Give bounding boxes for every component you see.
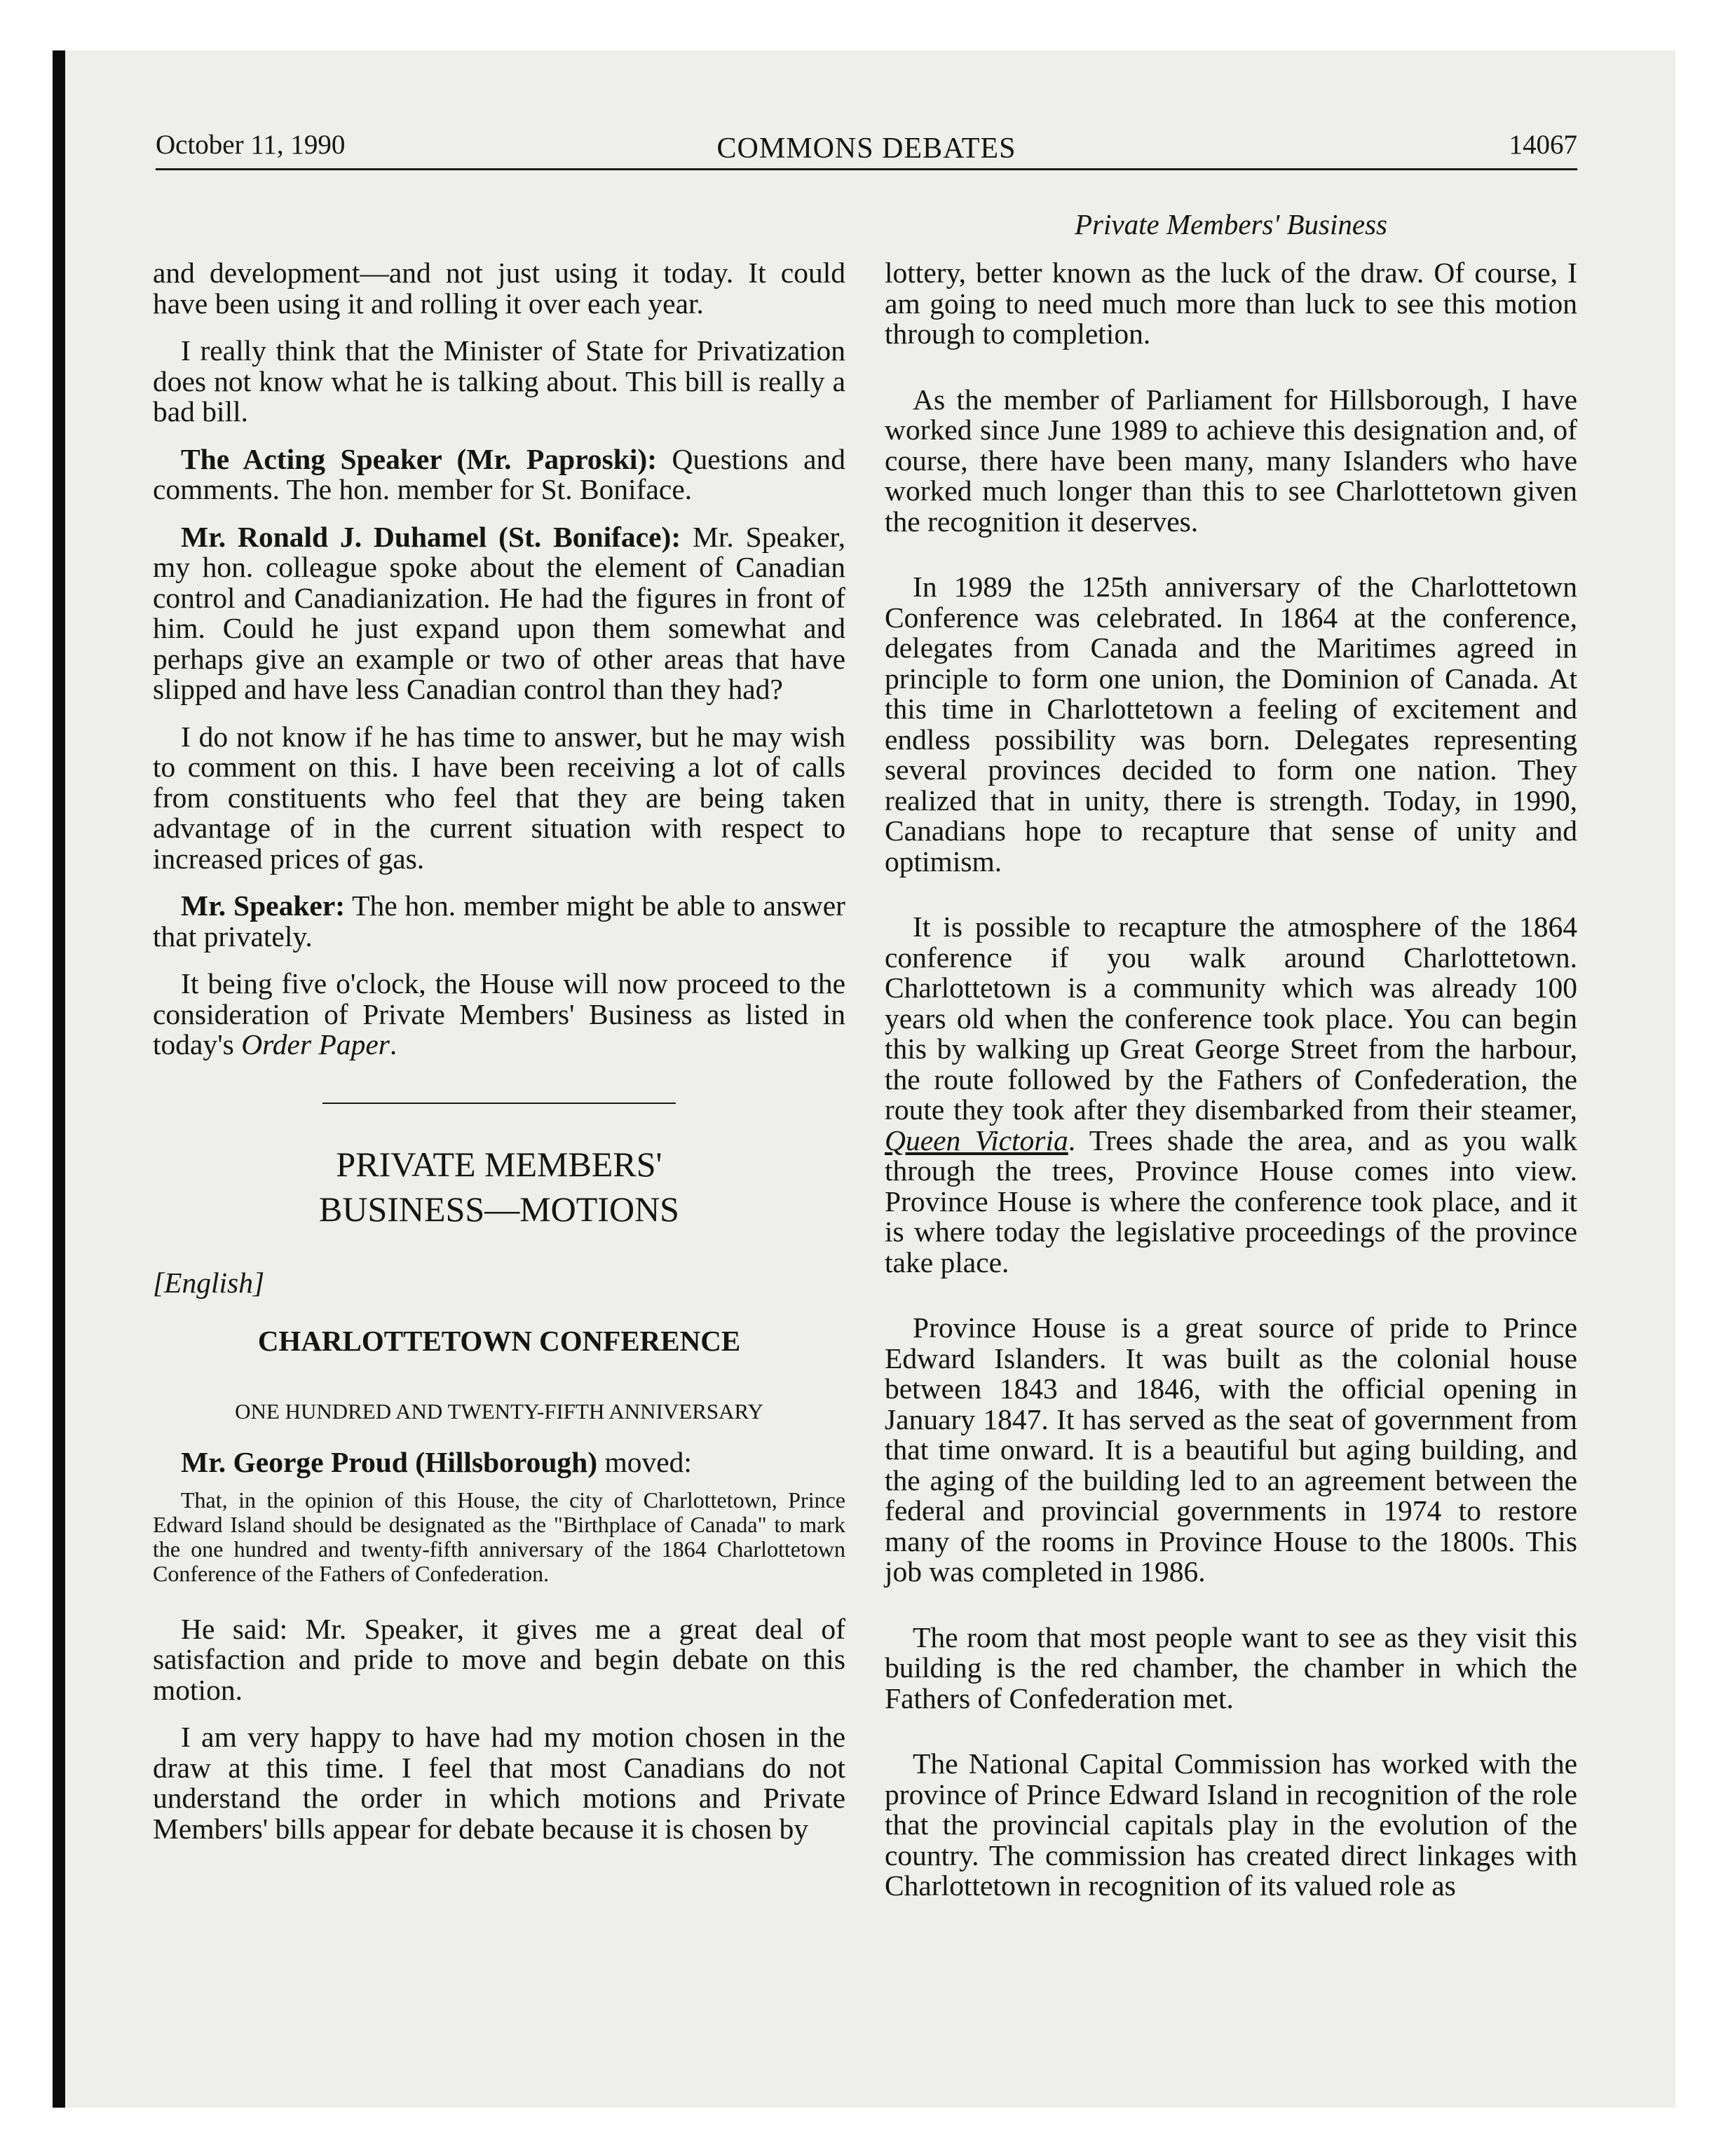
speech-text: . Trees shade the area, and as you walk through the trees, Province House comes into view. Province House is where the conference took place, and it is where today the legislative proceedings of the province take place. <box>885 1124 1577 1278</box>
header-publication: COMMONS DEBATES <box>716 132 1016 165</box>
mover-text: moved: <box>597 1446 692 1478</box>
speaker-name: Mr. Speaker: <box>181 889 346 922</box>
right-paragraph-4 <box>885 912 1577 1278</box>
motions-heading <box>153 1142 845 1231</box>
left-paragraph-6 <box>153 891 845 952</box>
right-paragraph-2: As the member of Parliament for Hillsborough, I have worked since June 1989 to achieve this designation and, of course, there have been many, many Islanders who have worked much longer than this to see Charlottetown given the recognition it deserves. <box>885 383 1577 538</box>
motions-heading-line-1: PRIVATE MEMBERS' <box>336 1144 662 1184</box>
left-paragraph-2: I really think that the Minister of State for Privatization does not know what he is talking about. This bill is really a bad bill. <box>153 334 845 428</box>
right-paragraph-5: Province House is a great source of pride to Prince Edward Islanders. It was built as the colonial house between 1843 and 1846, with the official opening in January 1847. It has served as the seat of government from that time onward. It is a beautiful but aging building, and the aging of the building led to an agreement between the federal and provincial governments in 1974 to restore many of the rooms in Province House to the 1800s. This job was completed in 1986. <box>885 1311 1577 1588</box>
section-title: Private Members' Business <box>1074 208 1387 240</box>
anniversary-heading: ONE HUNDRED AND TWENTY-FIFTH ANNIVERSARY <box>235 1398 763 1424</box>
speaker-name: Mr. George Proud (Hillsborough) <box>181 1446 598 1478</box>
header-page-number: 14067 <box>1509 130 1577 160</box>
speech-text: It is possible to recapture the atmosphere of the 1864 conference if you walk around Charlottetown. Charlottetown is a community which was already 100 years old when the conference took place. You can begin this by walking up Great George Street from the harbour, the route followed by the Fathers of Confederation, the route they took after they disembarked from their steamer, <box>885 910 1577 1126</box>
section-separator <box>322 1103 676 1104</box>
conference-heading: CHARLOTTETOWN CONFERENCE <box>257 1325 741 1357</box>
mover-line <box>153 1447 845 1478</box>
header-rule <box>156 168 1577 170</box>
order-paper-ref: Order Paper <box>241 1028 390 1060</box>
speech-text: Mr. Speaker, my hon. colleague spoke about the element of Canadian control and Canadianization. He had the figures in front of him. Could he just expand upon them somewhat and perhaps give an example or two of other areas that have slipped and have less Canadian control than they had? <box>153 520 845 705</box>
speaker-name: The Acting Speaker (Mr. Paproski): <box>181 442 658 475</box>
left-column <box>153 258 845 1861</box>
motions-heading-line-2: BUSINESS—MOTIONS <box>319 1189 679 1229</box>
language-tag: [English] <box>153 1266 265 1299</box>
right-paragraph-7: The National Capital Commission has worked with the province of Prince Edward Island in recognition of the role that the provincial capitals play in the evolution of the country. The commission has created direct linkages with Charlottetown in recognition of its valued role as <box>885 1747 1577 1902</box>
right-paragraph-6: The room that most people want to see as they visit this building is the red chamber, the chamber in which the Fathers of Confederation met. <box>885 1621 1577 1714</box>
motion-text: That, in the opinion of this House, the city of Charlottetown, Prince Edward Island should be designated as the "Birthplace of Canada" to mark the one hundred and twenty-fifth anniversary of the 1864 Charlottetown Conference of the Fathers of Confederation. <box>153 1487 845 1586</box>
right-paragraph-3: In 1989 the 125th anniversary of the Charlottetown Conference was celebrated. In 1864 at the conference, delegates from Canada and the Maritimes agreed in principle to form one union, the Dominion of Canada. At this time in Charlottetown a feeling of excitement and endless possibility was born. Delegates representing several provinces decided to form one nation. They realized that in unity, there is strength. Today, in 1990, Canadians hope to recapture that sense of unity and optimism. <box>885 571 1577 878</box>
running-head <box>156 129 1577 168</box>
header-date: October 11, 1990 <box>156 130 346 160</box>
right-paragraph-1: lottery, better known as the luck of the draw. Of course, I am going to need much more than luck to see this motion through to completion. <box>885 257 1577 350</box>
speaker-name: Mr. Ronald J. Duhamel (St. Boniface): <box>181 520 681 553</box>
speech-text: Questions and comments. The hon. member for St. Boniface. <box>153 442 845 505</box>
left-paragraph-9: I am very happy to have had my motion chosen in the draw at this time. I feel that most Canadians do not understand the order in which motions and Private Members' bills appear for debate because it is chosen by <box>153 1721 845 1845</box>
left-paragraph-5: I do not know if he has time to answer, but he may wish to comment on this. I have been receiving a lot of calls from constituents who feel that they are being taken advantage of in the current situation with respect to increased prices of gas. <box>153 720 845 875</box>
right-column <box>885 258 1577 1937</box>
left-paragraph-4 <box>153 522 845 705</box>
speech-text: The hon. member might be able to answer that privately. <box>153 889 845 953</box>
left-paragraph-8: He said: Mr. Speaker, it gives me a great deal of satisfaction and pride to move and begin debate on this motion. <box>153 1612 845 1706</box>
left-paragraph-7 <box>153 969 845 1060</box>
ship-name: Queen Victoria <box>885 1124 1068 1157</box>
left-paragraph-1: and development—and not just using it today. It could have been using it and rolling it over each year. <box>153 257 845 320</box>
speech-text: It being five o'clock, the House will now proceed to the consideration of Private Members' Business as listed in today's <box>153 967 845 1060</box>
scan-edge <box>53 50 65 2108</box>
left-paragraph-3 <box>153 444 845 505</box>
speech-text: . <box>389 1028 397 1060</box>
